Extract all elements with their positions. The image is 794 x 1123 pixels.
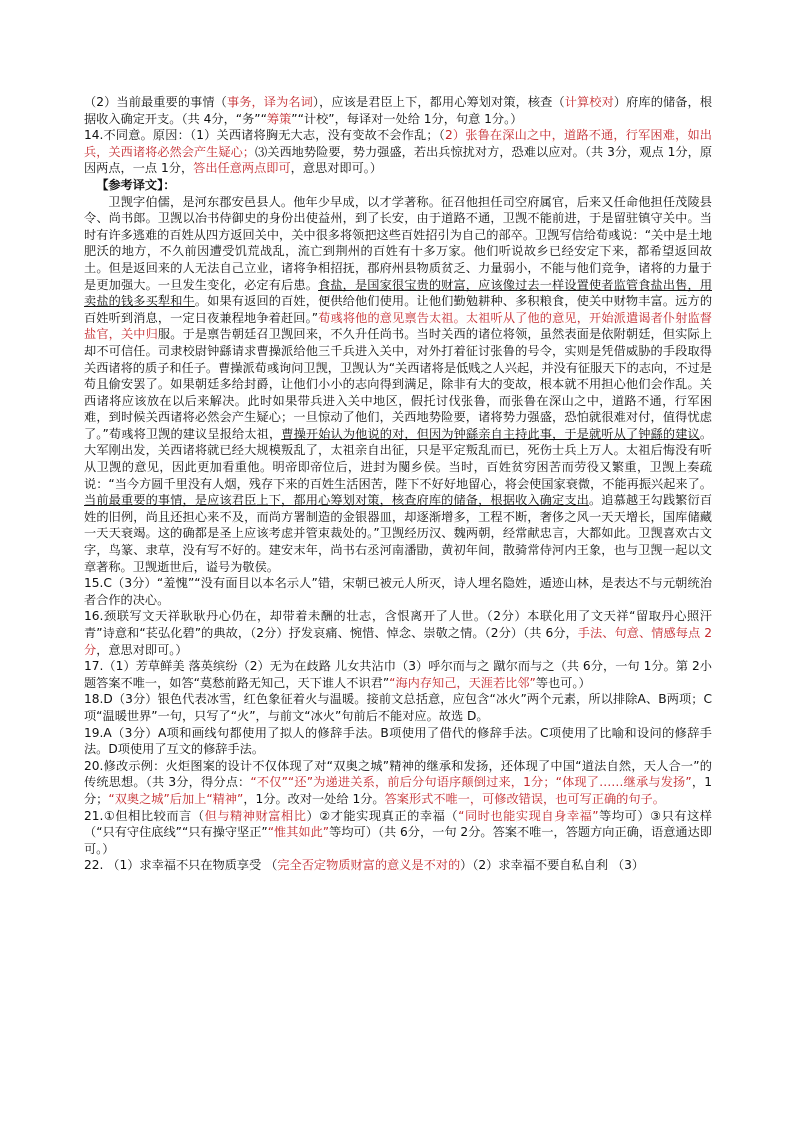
note-span: 但与精神财富相比 — [204, 808, 307, 823]
note-span: 计算校对 — [564, 95, 614, 109]
text-span: 服。于是禀告朝廷召卫觊回来，不久升任尚书。当时关西的诸位将领，虽然表面是依附朝廷，但实际上却不可信任。司隶校尉钟繇请求曹操派给他三千兵进入关中，对外打着征讨张鲁的号令，实则是凭借威胁的手段取得关西诸将的质子和任子。曹操派荀彧询问卫觊，卫觊认为“关西诸将是低贱之人兴起，并没有征服天下的志向，不过是苟且偷安罢了。如果朝廷多给封爵，让他们小小的志向得到满足，除非有大的变故，根本就不用担心他们会作乱。关西诸将应该放在以后来解决。此时如果带兵进入关中地区，假托讨伐张鲁，而张鲁在深山之中，道路不通，行军困难，到时候关西诸将必然会产生疑心；一旦惊动了他们，关西地势险要，诸将势力强盛，恐怕就很难对付，值得忧虑了。”荀彧将卫觊的建议呈报给太祖， — [84, 327, 713, 441]
note-span: “同时也能实现自身幸福” — [458, 808, 599, 823]
answer-20 — [84, 758, 712, 808]
text-span: ，1分； — [84, 775, 713, 806]
text-span: 。追慕越王勾践繁衍百姓的旧例，尚且还担心来不及，而尚方署制造的金银器皿，却逐渐增多，工程不断，奢侈之风一天天增长，国库储藏一天天衰竭。这的确都是圣上应该考虑并管束裁处的。”卫觊经历汉、魏两朝，经常献忠言，大都如此。卫觊喜欢古文字，鸟篆、隶草，没有写不好的。建安末年，尚书右丞河南潘勖，黄初年间，散骑常侍河内王象，也与卫觊一起以文章著称。卫觊逝世后，谥号为敬侯。 — [84, 493, 713, 574]
answer-15 — [84, 575, 712, 608]
text-span: 。如果有返回的百姓，便供给他们使用。让他们勤勉耕种、多积粮食，使关中财物丰富。远方的百姓听到消息，一定日夜兼程地争着赶回。” — [84, 294, 713, 325]
underlined-span: 曹操开始认为他说的对，但因为钟繇亲自主持此事，于是就听从了钟繇的建议 — [281, 426, 700, 441]
note-span: “双奥之城”后加上“精神” — [108, 791, 244, 806]
text-span: ）②才能实现真正的幸福（ — [306, 808, 459, 823]
text-span: 。大军刚出发，关西诸将就已经大规模叛乱了，太祖亲自出征，只是平定叛乱而已，死伤士兵上万人。太祖后悔没有听从卫觊的意见，因此更加看重他。明帝即帝位后，进封为閺乡侯。当时，百姓贫穷困苦而劳役又繁重，卫觊上奏疏说：“当今方圆千里没有人烟，残存下来的百姓生活困苦，陛下不好好地留心，将会使国家衰微，不能再振兴起来了。 — [84, 426, 713, 491]
text-span: 16.颈联写文天祥耿耿丹心仍在，却带着未酬的壮志，含恨离开了人世。（2分）本联化用了文天祥“留取丹心照汗青”诗意和“苌弘化碧”的典故，（2分）抒发哀痛、惋惜、悼念、崇敬之情。（2分）（共 6分， — [84, 609, 712, 640]
underlined-span: 当前最重要的事情，是应该君臣上下，都用心筹划对策，核查府库的储备，根据收入确定支出 — [84, 493, 589, 508]
answer-14 — [84, 127, 712, 177]
text-span: 20.修改示例：火炬图案的设计不仅体现了对“双奥之城”精神的继承和发扬，还体现了中国“道法自然，天人合一”的传统思想。（共 3分，得分点： — [84, 758, 712, 790]
text-span: ，意思对即可。） — [96, 642, 188, 657]
text-span: ，意思对即可。） — [290, 161, 383, 176]
answer-17 — [84, 658, 712, 691]
text-span: 22. （1）求幸福不只在物质享受 （ — [84, 858, 278, 873]
text-span: ”“没有面目以本名示人”错，宋朝已被元人所灭，诗人埋名隐姓，遁迹山林，是表达不与元朝统治者合作的决心。 — [84, 576, 712, 607]
text-span: 21.①但相比较而言（ — [84, 808, 205, 823]
answer-16 — [84, 608, 712, 658]
translation-body — [84, 194, 712, 576]
note-span: “惟其如此” — [267, 825, 330, 840]
text-span: 羞愧 — [163, 576, 188, 591]
text-span: 15.C（3分）“ — [84, 576, 164, 591]
answer-22 — [84, 857, 712, 874]
note-span: 手法、句意、情感每点 2分 — [84, 626, 712, 657]
underlined-span: 食盐，是国家很宝贵的财富，应该像过去一样设置使者监管食盐出售，用卖盐的钱多买犁和牛 — [84, 277, 713, 309]
document-page — [84, 94, 712, 874]
translation-heading: 【参考译文】： — [96, 177, 176, 192]
text-span: ）（2）求幸福不要自私自利 （3） — [460, 858, 645, 873]
note-span: 荀彧将他的意见禀告太祖。太祖听从了他的意见，开始派遣谒者仆射监督盐官，关中归 — [84, 310, 712, 342]
text-span: 17.（1）芳草鲜美 落英缤纷（2）无为在歧路 儿女共沾巾（3）呼尔而与之 蹴尔而与之（共 6分，一句 1分。第 2小题答案不唯一，如答“莫愁前路无知己，天下谁人不识君” — [84, 659, 712, 690]
answer-18: 18.D（3分）银色代表冰雪，红色象征着火与温暖。接前文总括意，应包含“冰火”两个元素，所以排除A、B两项；C项“温暖世界”一句，只写了“火”，与前文“冰火”句前后不能对应。故选 D。 — [84, 692, 712, 723]
text-span: 14.不同意。原因：（1）关西诸将胸无大志，没有变故不会作乱；（ — [84, 128, 445, 143]
note-span: 筹策 — [266, 111, 292, 126]
text-span: 等均可）（共 6分，一句 2分。答案不唯一，答题方向正确，语意通达即可。） — [84, 825, 712, 856]
text-span: 卫觊字伯儒，是河东郡安邑县人。他年少早成，以才学著称。征召他担任司空府属官，后来又任命他担任茂陵县令、尚书郎。卫觊以冶书侍御史的身份出使益州，到了长安，由于道路不通，卫觊不能前进，于是留驻镇守关中。当时有许多逃难的百姓从四方返回关中，关中很多将领把这些百姓招引为自己的部卒。卫觊写信给荀彧说：“关中是土地肥沃的地方，不久前因遭受饥荒战乱，流亡到荆州的百姓有十多万家。他们听说故乡已经安定下来，都希望返回故土。但是返回来的人无法自己立业，诸将争相招抚，郡府州县物质贫乏、力量弱小，不能与他们竞争，诸将的力量于是更加强大。一旦发生变化，必定有后患。 — [84, 194, 712, 292]
note-span: 答案形式不唯一，可修改错误，也可写正确的句子。 — [384, 791, 665, 806]
note-span: 事务，译为名词 — [226, 95, 313, 109]
note-span: 2）张鲁在深山之中，道路不通，行军困难，如出兵，关西诸将必然会产生疑心； — [84, 128, 712, 159]
note-span: “不仅”“还”为递进关系，前后分句语序颠倒过来，1分；“体现了……继承与发扬” — [250, 775, 692, 790]
note-span: 完全否定物质财富的意义是不对的 — [277, 858, 461, 873]
text-span: 等均可）③只有这样（“只有守住底线”“只有操守坚正” — [84, 808, 712, 840]
text-span: ），应该是君臣上下，都用心筹划对策，核查（ — [312, 95, 565, 109]
text-span: 等也可。） — [535, 675, 591, 690]
text-span: ）府库的储备，根据收入确定开支。（共 4分，“务”“ — [84, 95, 713, 126]
text-span: ，1分。改对一处给 1分。 — [243, 791, 385, 806]
answer-13-2 — [84, 94, 712, 127]
answer-19: 19.A（3分）A项和画线句都使用了拟人的修辞手法。B项使用了借代的修辞手法。C项使用了比喻和设问的修辞手法。D项使用了互文的修辞手法。 — [84, 725, 712, 757]
note-span: “海内存知己，天涯若比邻” — [389, 675, 536, 690]
text-span: ⑶关西地势险要，势力强盛，若出兵惊扰对方，恐难以应对。（共 3分，观点 1分，原因两点，一点 1分， — [84, 144, 713, 176]
note-span: 答出任意两点即可 — [193, 161, 291, 176]
text-span: ”“计校”，每译对一处给 1分，句意 1分。） — [291, 111, 523, 126]
answer-21 — [84, 808, 712, 858]
text-span: （2）当前最重要的事情（ — [84, 95, 227, 109]
